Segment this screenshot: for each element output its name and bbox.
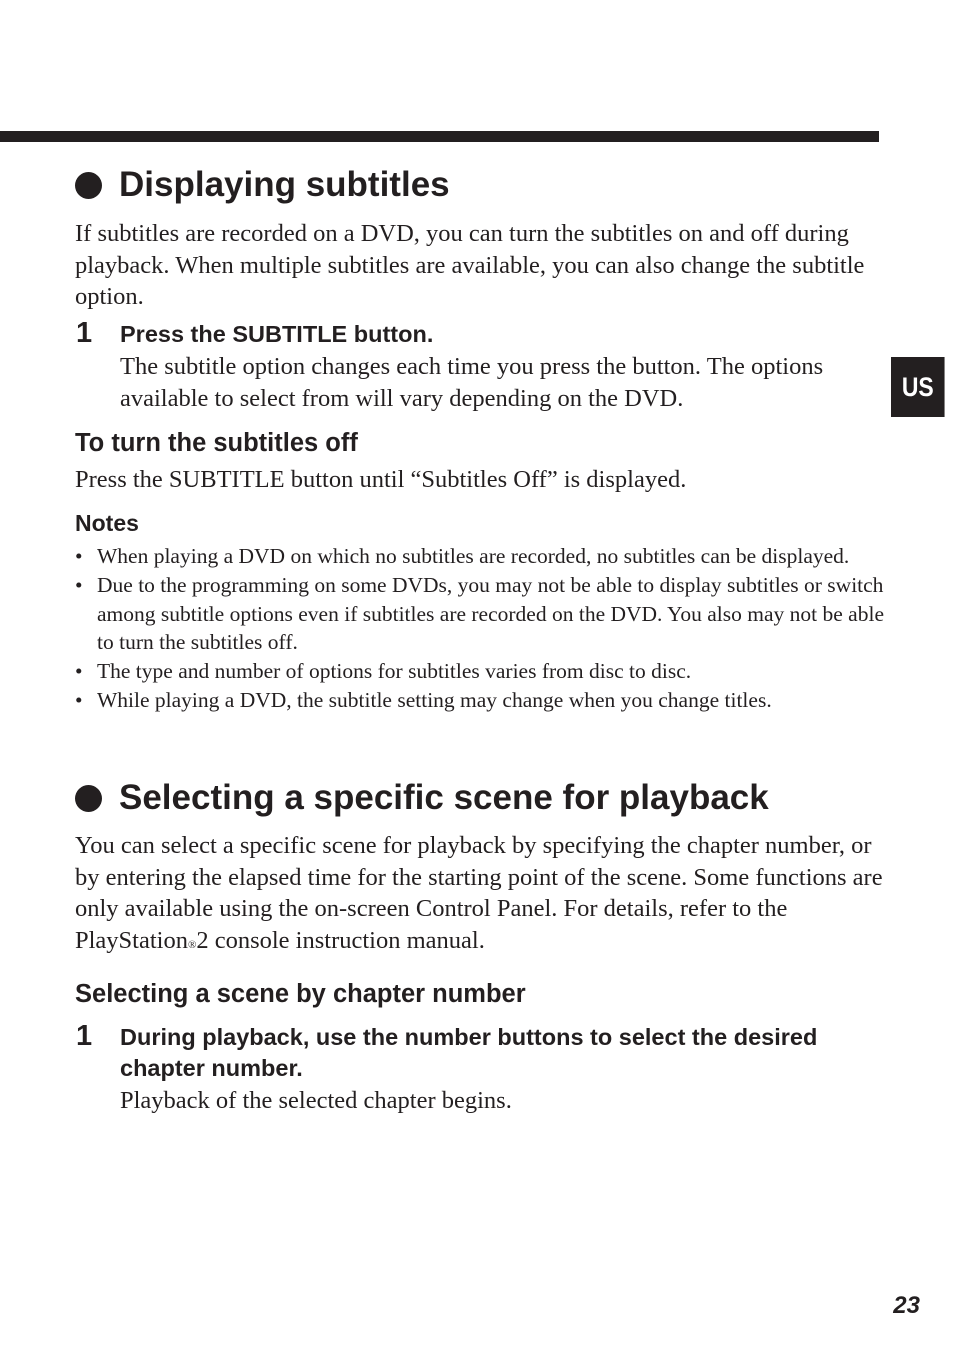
bullet-circle-icon bbox=[75, 785, 102, 812]
section-heading-text: Displaying subtitles bbox=[119, 165, 450, 204]
notes-title: Notes bbox=[75, 510, 139, 536]
note-text: The type and number of options for subtitles varies from disc to disc. bbox=[97, 659, 692, 684]
bullet-circle-icon bbox=[75, 172, 102, 199]
section-intro bbox=[75, 830, 885, 961]
section-heading-selecting-scene bbox=[75, 778, 769, 818]
step-title: Press the SUBTITLE button. bbox=[120, 321, 434, 347]
note-text: Due to the programming on some DVDs, you may not be able to display subtitles or switch among subtitle options even if subtitles are recorded on the DVD. You also may not be able to turn the subtitles off. bbox=[97, 572, 884, 655]
header-rule bbox=[0, 131, 879, 142]
section-intro: If subtitles are recorded on a DVD, you can turn the subtitles on and off during playback. When multiple subtitles are available, you can also change the subtitle option. bbox=[75, 220, 865, 310]
notes-list bbox=[75, 542, 885, 715]
note-item: • While playing a DVD, the subtitle setting may change when you change titles. bbox=[75, 687, 772, 712]
note-item: • Due to the programming on some DVDs, you may not be able to display subtitles or switch among subtitle options even if subtitles are recorded on the DVD. You also may not be able to turn the subtitles off. bbox=[75, 572, 884, 655]
subheading-chapter-number: Selecting a scene by chapter number bbox=[75, 980, 526, 1008]
step-description: The subtitle option changes each time you press the button. The options available to select from will vary depending on the DVD. bbox=[120, 353, 824, 412]
subheading-turn-off: To turn the subtitles off bbox=[75, 429, 358, 457]
registered-mark: ® bbox=[187, 938, 197, 951]
section-heading-text: Selecting a specific scene for playback bbox=[119, 778, 769, 817]
note-text: When playing a DVD on which no subtitles are recorded, no subtitles can be displayed. bbox=[97, 544, 850, 568]
section-heading-displaying-subtitles bbox=[75, 165, 450, 205]
step-title: During playback, use the number buttons to select the desired chapter number. bbox=[120, 1024, 818, 1081]
note-item: • When playing a DVD on which no subtitles are recorded, no subtitles can be displayed. bbox=[75, 544, 850, 568]
note-item: • The type and number of options for subtitles varies from disc to disc. bbox=[75, 659, 692, 684]
language-tab: US bbox=[891, 357, 945, 417]
step-number: 1 bbox=[76, 317, 93, 349]
note-text: While playing a DVD, the subtitle setting may change when you change titles. bbox=[97, 687, 772, 712]
intro-text-end: 2 console instruction manual. bbox=[196, 926, 485, 954]
subheading-text: Press the SUBTITLE button until “Subtitles Off” is displayed. bbox=[75, 466, 687, 493]
step-number: 1 bbox=[76, 1020, 93, 1052]
step-description: Playback of the selected chapter begins. bbox=[120, 1087, 512, 1114]
intro-text: You can select a specific scene for playback by specifying the chapter number, or by entering the elapsed time for the starting point of the scene. Some functions are only available using the on-screen Control Panel. For details, refer to the PlayStation bbox=[75, 832, 883, 954]
page-number: 23 bbox=[893, 1292, 920, 1319]
